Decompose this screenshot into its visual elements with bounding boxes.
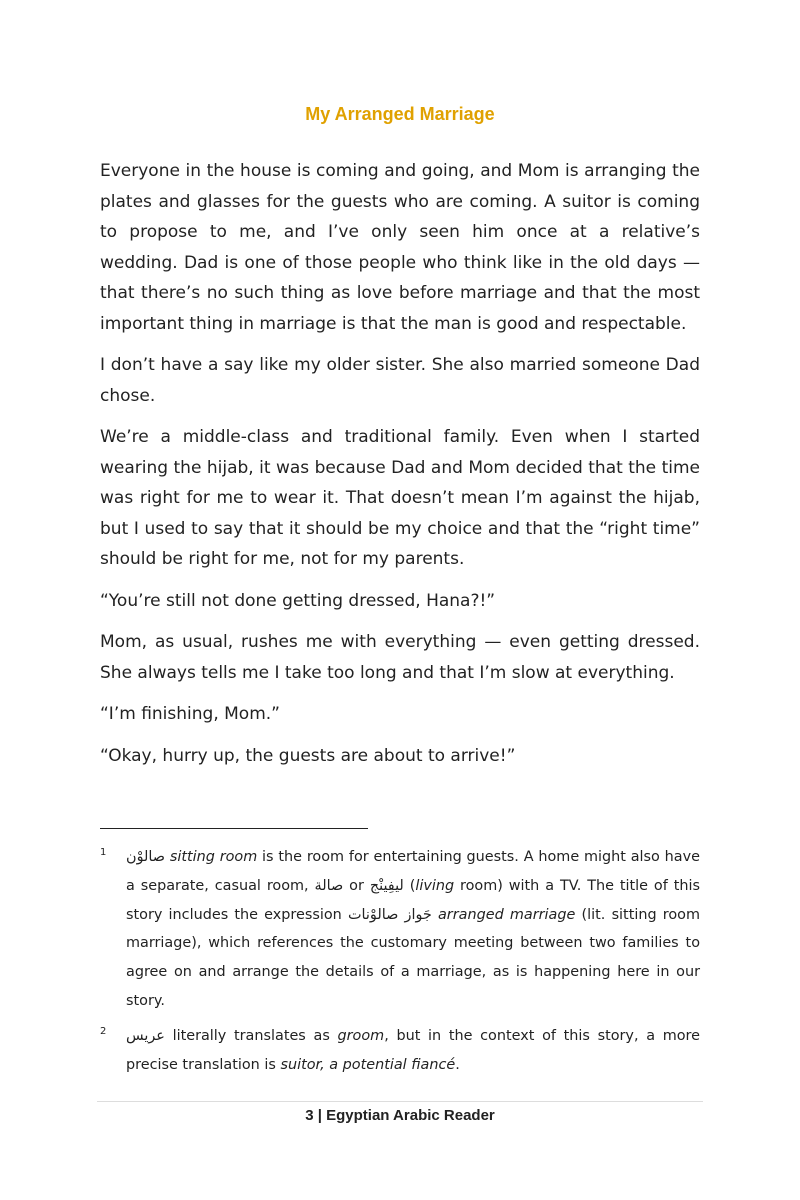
footnote-number: 1 <box>100 847 107 858</box>
footnote-text: or <box>343 877 370 894</box>
footnote-gloss: groom <box>337 1027 385 1044</box>
footnote-number: 2 <box>100 1025 107 1037</box>
page-number: 3 <box>305 1107 314 1124</box>
story-body <box>100 156 700 771</box>
footnote-text: room) with a TV. The title of this story includes the expression <box>126 877 700 923</box>
paragraph: I don’t have a say like my older sister. She also married someone Dad chose. <box>100 355 700 406</box>
footer-divider <box>97 1101 703 1102</box>
footnote-2 <box>100 1022 700 1080</box>
paragraph: We’re a middle-class and traditional family. Even when I started wearing the hijab, it was because Dad and Mom decided that the time was right for me to wear it. That doesn’t mean I’m against the hijab, but I used to say that it should be my choice and that the “right time” should be right for me, not for my parents. <box>100 427 700 569</box>
footnote-text: (lit. sitting room marriage), which references the customary meeting between two families to agree on and arrange the details of a marriage, as is happening here in our story. <box>126 906 701 1009</box>
footnote-gloss: suitor, a potential fiancé <box>280 1056 456 1073</box>
arabic-term: جَواز صالوْنات <box>347 906 432 923</box>
footer-separator: | <box>313 1107 327 1124</box>
dialogue-line: “I’m finishing, Mom.” <box>100 704 280 724</box>
footnote-text: is the room for entertaining guests. A home might also have a separate, casual room, <box>126 849 700 894</box>
page-footer <box>0 1107 800 1124</box>
dialogue-line: “You’re still not done getting dressed, Hana?!” <box>100 590 496 611</box>
footnote-text: , but in the context of this story, a more precise translation is <box>126 1027 700 1073</box>
arabic-term: عريس <box>126 1027 165 1044</box>
paragraph: Everyone in the house is coming and going, and Mom is arranging the plates and glasses for the guests who are coming. A suitor is coming to propose to me, and I’ve only seen him once at a relative’s wedding. Dad is one of those people who think like in the old days — that there’s no such thing as love before marriage and that the most important thing in marriage is that the man is good and respectable. <box>100 161 700 334</box>
footnote-1 <box>100 843 700 1016</box>
footnote-gloss: arranged marriage <box>431 906 576 923</box>
footnote-text: . <box>455 1056 460 1073</box>
footnote-gloss: living <box>415 877 455 894</box>
arabic-term: صالوْن <box>126 849 165 865</box>
footnote-text: literally translates as <box>164 1027 338 1044</box>
book-title: Egyptian Arabic Reader <box>326 1107 495 1124</box>
dialogue-line: “Okay, hurry up, the guests are about to arrive!” <box>100 745 516 766</box>
footnote-text: ( <box>403 877 416 894</box>
arabic-term: ليفِينْج <box>369 877 404 894</box>
arabic-term: صالة <box>314 877 344 894</box>
story-title: My Arranged Marriage <box>305 104 495 124</box>
footnotes <box>100 843 700 1085</box>
paragraph: Mom, as usual, rushes me with everything — even getting dressed. She always tells me I take too long and that I’m slow at everything. <box>100 632 700 683</box>
footnote-divider <box>100 828 368 829</box>
footnote-gloss: sitting room <box>165 849 258 865</box>
